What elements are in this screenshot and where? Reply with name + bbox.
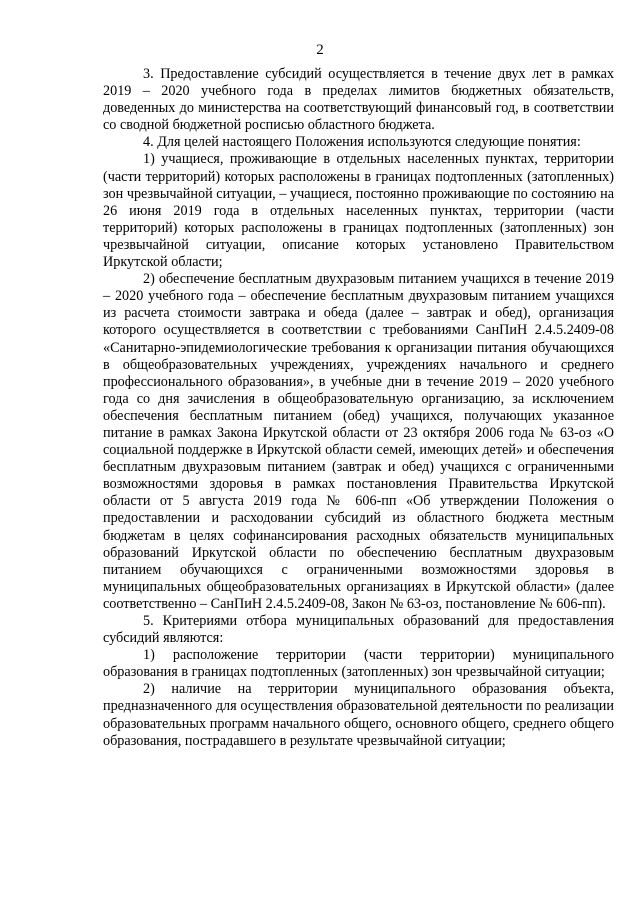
paragraph-5: 5. Критериями отбора муниципальных образований для предоставления субсидий являются: bbox=[103, 613, 614, 647]
paragraph-5-item-2: 2) наличие на территории муниципального образования объекта, предназначенного для осуществления образовательной деятельности по реализации образовательных программ начального общего, основного общего, среднего общего образования, пострадавшего в результате чрезвычайной ситуации; bbox=[103, 681, 614, 749]
paragraph-4: 4. Для целей настоящего Положения используются следующие понятия: bbox=[143, 134, 581, 151]
paragraph-3: 3. Предоставление субсидий осуществляется в течение двух лет в рамках 2019 – 2020 учебного года в пределах лимитов бюджетных обязательств, доведенных до министерства на соответствующий финансовый год, в соответствии со сводной бюджетной росписью областного бюджета. bbox=[103, 66, 614, 134]
page-number: 2 bbox=[316, 42, 324, 58]
paragraph-4-item-1: 1) учащиеся, проживающие в отдельных населенных пунктах, территории (части территорий) которых расположены в границах подтопленных (затопленных) зон чрезвычайной ситуации, – учащиеся, постоянно проживающие по состоянию на 26 июня 2019 года в отдельных населенных пунктах, территории (части территорий) которых расположены в границах подтопленных (затопленных) зон чрезвычайной ситуации, описание которых установлено Правительством Иркутской области; bbox=[103, 151, 614, 271]
paragraph-4-item-2: 2) обеспечение бесплатным двухразовым питанием учащихся в течение 2019 – 2020 учебного года – обеспечение бесплатным двухразовым питанием учащихся из расчета стоимости завтрака и обеда (далее – завтрак и обед), организация которого осуществляется в соответствии с требованиями СанПиН 2.4.5.2409-08 «Санитарно-эпидемиологические требования к организации питания обучающихся в общеобразовательных учреждениях, учреждениях начального и среднего профессионального образования», в учебные дни в течение 2019 – 2020 учебного года со дня зачисления в общеобразовательную организацию, за исключением обеспечения бесплатным питанием (обед) учащихся, получающих указанное питание в рамках Закона Иркутской области от 23 октября 2006 года № 63-оз «О социальной поддержке в Иркутской области семей, имеющих детей» и обеспечения бесплатным двухразовым питанием (завтрак и обед) учащихся с ограниченными возможностями здоровья в рамках постановления Правительства Иркутской области от 5 августа 2019 года № 606-пп «Об утверждении Положения о предоставлении и расходовании субсидий из областного бюджета местным бюджетам в целях софинансирования расходных обязательств муниципальных образований Иркутской области по обеспечению бесплатным двухразовым питанием обучающихся с ограниченными возможностями здоровья в муниципальных общеобразовательных организациях в Иркутской области» (далее соответственно – СанПиН 2.4.5.2409-08, Закон № 63-оз, постановление № 606-пп). bbox=[103, 271, 614, 612]
document-body bbox=[103, 66, 614, 750]
paragraph-5-item-1: 1) расположение территории (части территории) муниципального образования в границах подтопленных (затопленных) зон чрезвычайной ситуации; bbox=[103, 647, 614, 681]
